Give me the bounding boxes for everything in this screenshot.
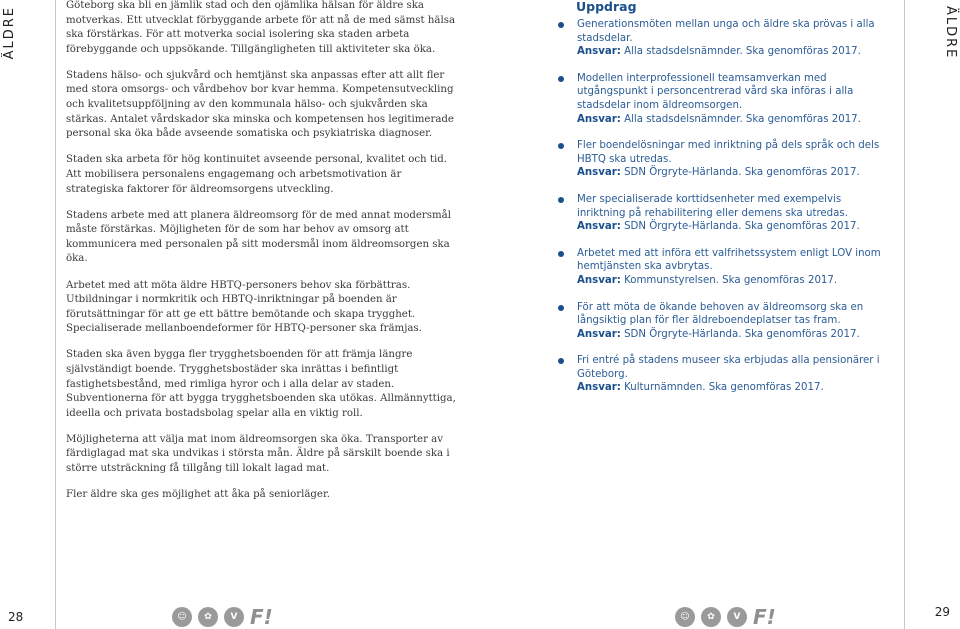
left-text-column <box>66 0 458 514</box>
uppdrag-heading: Uppdrag <box>576 0 637 14</box>
paragraph: Göteborg ska bli en jämlik stad och den ojämlika hälsan för äldre ska motverkas. Ett utvecklat förbyggande arbete för att nå de med sämst hälsa ska förstärkas. För att motverka social isolering ska staden arbeta förebyggande och uppsökande. Tillgängligheten till aktiviteter ska öka. <box>66 0 456 55</box>
page-number-right: 29 <box>934 605 950 619</box>
list-item <box>552 247 887 288</box>
margin-divider-right <box>904 0 905 629</box>
bullet-icon <box>558 358 564 364</box>
ansvar-label: Ansvar: <box>577 382 621 394</box>
ansvar-text: Kulturnämnden. Ska genomföras 2017. <box>624 382 824 394</box>
ansvar-text: SDN Örgryte-Härlanda. Ska genomföras 2017. <box>624 221 860 233</box>
paragraph: Arbetet med att möta äldre HBTQ-personers behov ska förbättras. Utbildningar i normkritik och HBTQ-inriktningar på boenden är förutsättningar för att ge ett bättre bemötande och skapa trygghet. Specialiserade mellanboendeformer för HBTQ-personer ska främjas. <box>66 279 422 335</box>
ansvar-label: Ansvar: <box>577 167 621 179</box>
ansvar-text: SDN Örgryte-Härlanda. Ska genomföras 2017. <box>624 167 860 179</box>
paragraph: Staden ska arbeta för hög kontinuitet avseende personal, kvalitet och tid. Att mobilisera personalens engagemang och arbetsmotivation är strategiska faktorer för äldreomsorgens utveckling. <box>66 154 447 195</box>
v-logo-icon: V <box>727 607 747 627</box>
fi-logo-icon: F! <box>753 605 776 629</box>
v-logo-icon: V <box>224 607 244 627</box>
bullet-icon <box>558 143 564 149</box>
task-text: För att möta de ökande behoven av äldreomsorg ska en långsiktig plan för fler äldreboendeplatser tas fram. <box>577 301 864 327</box>
section-tab-right: ÄLDRE <box>943 6 958 60</box>
task-text: Arbetet med att införa ett valfrihetssystem enligt LOV inom hemtjänsten ska avbrytas. <box>577 247 881 273</box>
ansvar-text: Alla stadsdelsnämnder. Ska genomföras 2017. <box>624 46 861 58</box>
list-item <box>552 354 887 395</box>
ansvar-text: Kommunstyrelsen. Ska genomföras 2017. <box>624 274 838 286</box>
paragraph: Stadens hälso- och sjukvård och hemtjänst ska anpassas efter att allt fler med stora omsorgs- och vårdbehov bor kvar hemma. Kompetensutveckling och kvalitetsuppföljning av den kommunala hälso- och sjukvården ska stärkas. Antalet vårdskador ska minska och kompetensen hos legitimerade personal ska öka både avseende somatiska och psykiatriska diagnoser. <box>66 69 454 140</box>
rose-logo-icon: ✿ <box>198 607 218 627</box>
bullet-icon <box>558 197 564 203</box>
ansvar-label: Ansvar: <box>577 46 621 58</box>
list-item <box>552 139 887 180</box>
ansvar-label: Ansvar: <box>577 113 621 125</box>
paragraph: Staden ska även bygga fler trygghetsboenden för att främja längre självständigt boende. Trygghetsbostäder ska inrättas i befintligt fastighetsbestånd, med rimliga hyror och i alla delar av staden. Subventionerna för att bygga trygghetsboenden ska utökas. Allmännyttiga, ideella och privata bostadsbolag spelar alla en viktig roll. <box>66 349 456 419</box>
paragraph: Fler äldre ska ges möjlighet att åka på seniorläger. <box>66 489 330 501</box>
ansvar-label: Ansvar: <box>577 328 621 340</box>
task-text: Fler boendelösningar med inriktning på dels språk och dels HBTQ ska utredas. <box>577 140 880 165</box>
task-text: Fri entré på stadens museer ska erbjudas alla pensionärer i Göteborg. <box>577 355 880 380</box>
party-logo-icon: ☺ <box>675 607 695 627</box>
list-item <box>552 301 887 342</box>
party-logos-left <box>172 607 273 627</box>
section-tab-left: ÄLDRE <box>2 6 17 60</box>
task-text: Mer specialiserade korttidsenheter med exempelvis inriktning på rehabilitering eller demens ska utredas. <box>577 193 848 219</box>
party-logos-right <box>675 607 776 627</box>
paragraph: Möjligheterna att välja mat inom äldreomsorgen ska öka. Transporter av färdiglagad mat ska undvikas i största mån. Äldre på särskilt boende ska i större utsträckning få tillgång till lokalt lagad mat. <box>66 433 450 475</box>
bullet-icon <box>558 22 564 28</box>
rose-logo-icon: ✿ <box>701 607 721 627</box>
paragraph: Stadens arbete med att planera äldreomsorg för de med annat modersmål måste förstärkas. Möjligheten för de som har behov av omsorg att kommunicera med personalen på sitt modersmål inom äldreomsorgen ska öka. <box>66 209 451 265</box>
margin-divider-left <box>55 0 56 629</box>
ansvar-text: SDN Örgryte-Härlanda. Ska genomföras 2017. <box>624 328 860 340</box>
ansvar-label: Ansvar: <box>577 221 621 233</box>
ansvar-label: Ansvar: <box>577 274 621 286</box>
bullet-icon <box>558 76 564 82</box>
uppdrag-list <box>552 18 887 395</box>
task-text: Modellen interprofessionell teamsamverkan med utgångspunkt i personcentrerad vård ska införas i alla stadsdelar inom äldreomsorgen. <box>577 72 854 111</box>
list-item <box>552 193 887 234</box>
party-logo-icon: ☺ <box>172 607 192 627</box>
task-text: Generationsmöten mellan unga och äldre ska prövas i alla stadsdelar. <box>577 19 875 44</box>
bullet-icon <box>558 305 564 311</box>
list-item <box>552 18 887 59</box>
bullet-icon <box>558 251 564 257</box>
fi-logo-icon: F! <box>250 605 273 629</box>
list-item <box>552 72 887 126</box>
uppdrag-section <box>552 0 887 408</box>
page-number-left: 28 <box>8 610 24 624</box>
ansvar-text: Alla stadsdelsnämnder. Ska genomföras 2017. <box>624 113 861 125</box>
